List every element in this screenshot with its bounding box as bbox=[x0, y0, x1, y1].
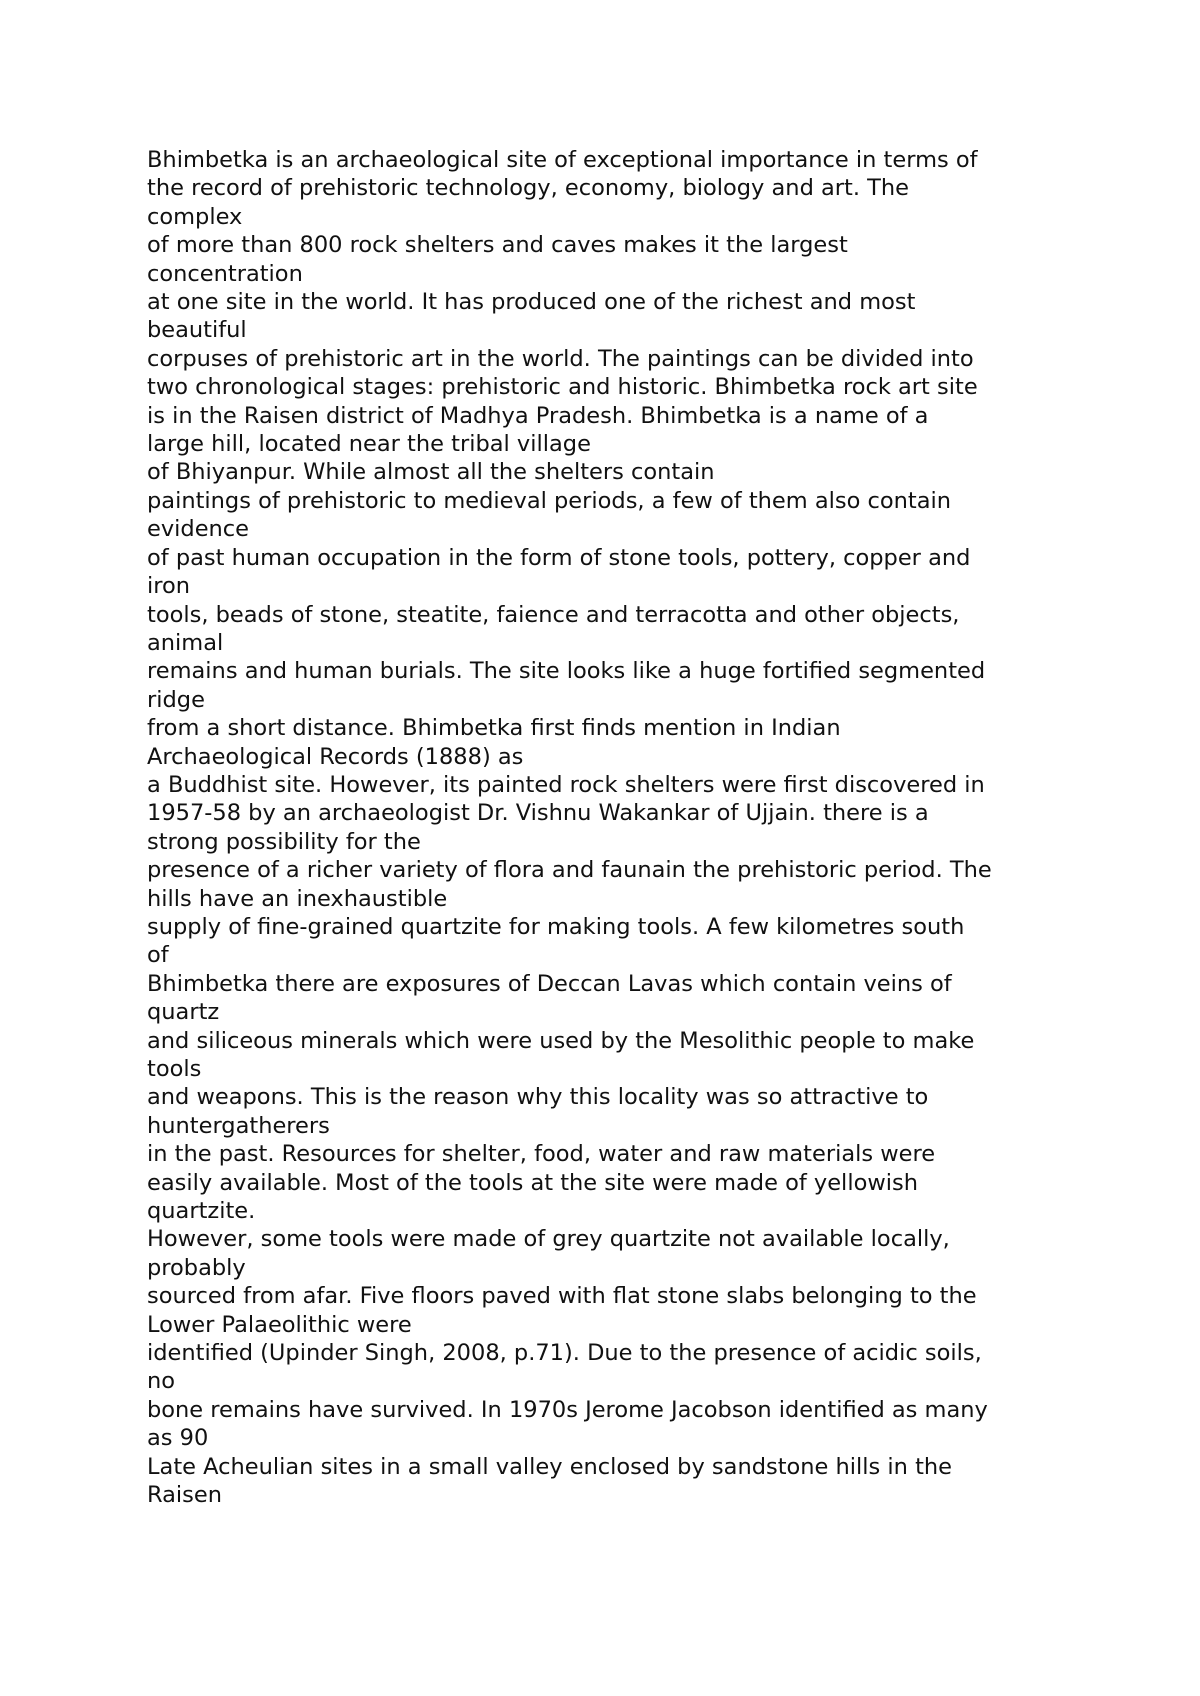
text-line: iron bbox=[147, 573, 191, 600]
text-line: hills have an inexhaustible bbox=[147, 885, 448, 912]
text-line: bone remains have survived. In 1970s Jerome Jacobson identified as many bbox=[147, 1396, 988, 1423]
text-line: of past human occupation in the form of stone tools, pottery, copper and bbox=[147, 544, 971, 571]
text-line: tools, beads of stone, steatite, faience and terracotta and other objects, bbox=[147, 601, 960, 628]
text-line: animal bbox=[147, 629, 224, 656]
text-line: 1957-58 by an archaeologist Dr. Vishnu Wakankar of Ujjain. there is a bbox=[147, 800, 929, 827]
text-line: huntergatherers bbox=[147, 1112, 330, 1139]
text-line: quartzite. bbox=[147, 1198, 256, 1225]
text-line: concentration bbox=[147, 260, 303, 287]
text-line: quartz bbox=[147, 999, 220, 1026]
text-line: corpuses of prehistoric art in the world. The paintings can be divided into bbox=[147, 345, 974, 372]
text-line: is in the Raisen district of Madhya Pradesh. Bhimbetka is a name of a bbox=[147, 402, 929, 429]
text-line: strong possibility for the bbox=[147, 828, 421, 855]
text-line: no bbox=[147, 1368, 176, 1395]
text-line: of Bhiyanpur. While almost all the shelters contain bbox=[147, 459, 715, 486]
text-line: However, some tools were made of grey quartzite not available locally, bbox=[147, 1226, 950, 1253]
text-line: a Buddhist site. However, its painted rock shelters were first discovered in bbox=[147, 771, 985, 798]
text-line: Archaeological Records (1888) as bbox=[147, 743, 524, 770]
text-line: Lower Palaeolithic were bbox=[147, 1311, 412, 1338]
text-line: from a short distance. Bhimbetka first finds mention in Indian bbox=[147, 715, 841, 742]
text-line: evidence bbox=[147, 516, 250, 543]
text-line: of more than 800 rock shelters and caves makes it the largest bbox=[147, 232, 848, 259]
text-line: Late Acheulian sites in a small valley enclosed by sandstone hills in the bbox=[147, 1453, 953, 1480]
text-line: as 90 bbox=[147, 1425, 209, 1452]
text-line: probably bbox=[147, 1254, 246, 1281]
text-line: large hill, located near the tribal village bbox=[147, 431, 591, 458]
text-line: Bhimbetka is an archaeological site of exceptional importance in terms of bbox=[147, 147, 978, 173]
text-line: two chronological stages: prehistoric and historic. Bhimbetka rock art site bbox=[147, 374, 978, 401]
text-line: beautiful bbox=[147, 317, 247, 344]
text-line: of bbox=[147, 942, 169, 969]
text-line: and weapons. This is the reason why this locality was so attractive to bbox=[147, 1084, 929, 1111]
text-line: identified (Upinder Singh, 2008, p.71). Due to the presence of acidic soils, bbox=[147, 1340, 982, 1367]
text-line: ridge bbox=[147, 686, 205, 713]
text-line: the record of prehistoric technology, economy, biology and art. The bbox=[147, 175, 910, 202]
body-text bbox=[147, 146, 1077, 1510]
text-line: complex bbox=[147, 203, 243, 230]
text-line: Bhimbetka there are exposures of Deccan Lavas which contain veins of bbox=[147, 970, 952, 997]
text-line: tools bbox=[147, 1056, 202, 1082]
text-line: paintings of prehistoric to medieval periods, a few of them also contain bbox=[147, 487, 952, 514]
text-line: at one site in the world. It has produced one of the richest and most bbox=[147, 289, 916, 316]
text-line: Raisen bbox=[147, 1482, 223, 1509]
text-line: easily available. Most of the tools at the site were made of yellowish bbox=[147, 1169, 918, 1196]
text-line: sourced from afar. Five floors paved with flat stone slabs belonging to the bbox=[147, 1283, 977, 1310]
text-line: and siliceous minerals which were used by the Mesolithic people to make bbox=[147, 1027, 975, 1054]
text-line: presence of a richer variety of flora and faunain the prehistoric period. The bbox=[147, 857, 992, 884]
text-line: in the past. Resources for shelter, food, water and raw materials were bbox=[147, 1141, 936, 1168]
text-line: supply of fine-grained quartzite for making tools. A few kilometres south bbox=[147, 913, 965, 940]
text-line: remains and human burials. The site looks like a huge fortified segmented bbox=[147, 658, 986, 685]
